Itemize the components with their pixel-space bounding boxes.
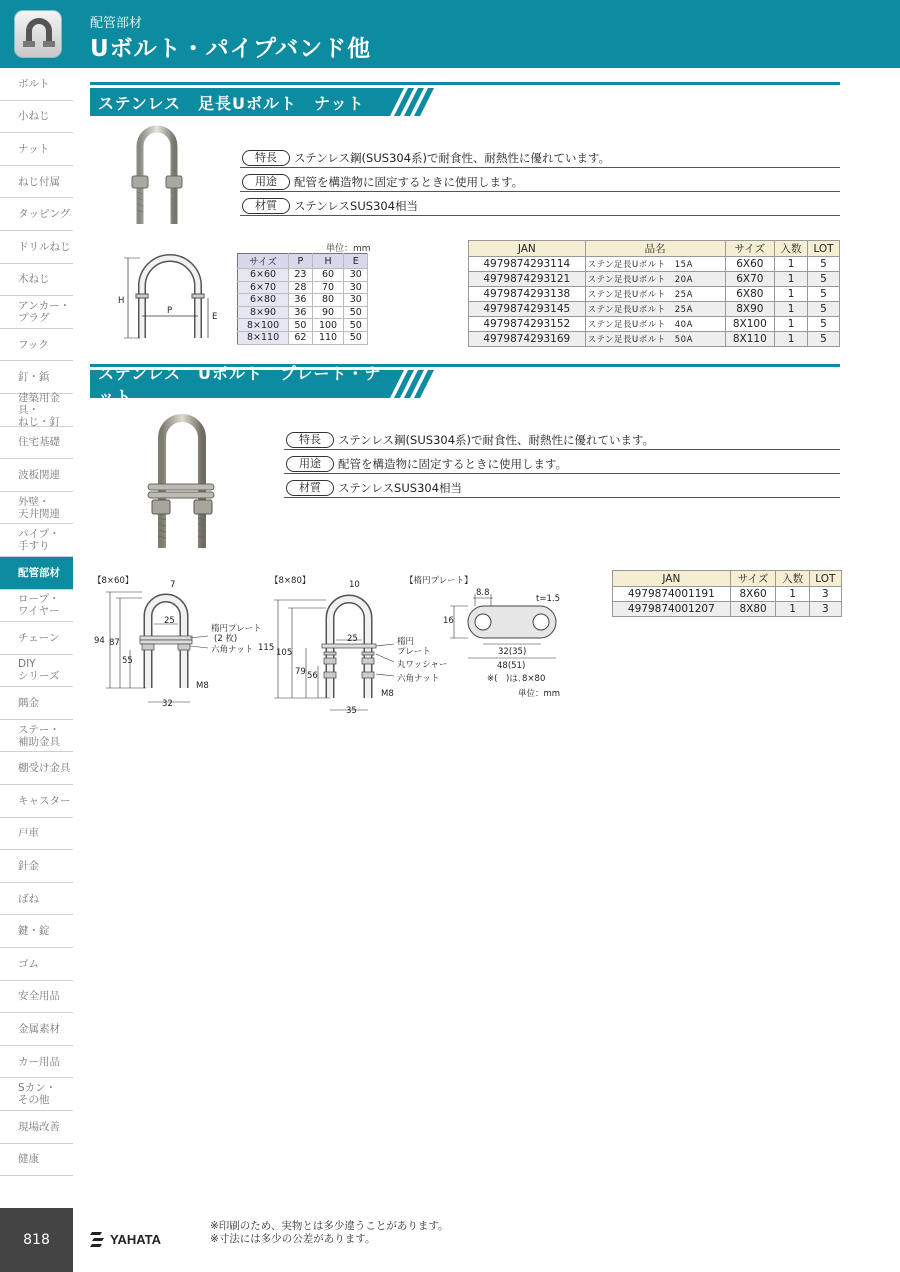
size-cell: 8×100 <box>238 319 289 332</box>
jan-cell: 4979874293121 <box>469 272 586 287</box>
product-photo-long-u-bolt <box>122 124 192 228</box>
d2-nut-label: 六角ナット <box>397 674 440 684</box>
table-row <box>238 281 368 294</box>
jan-cell: 1 <box>775 257 808 272</box>
size-cell: 30 <box>344 269 368 282</box>
feature-tag: 材質 <box>242 198 290 214</box>
size-cell: 70 <box>312 281 344 294</box>
size-cell: 28 <box>289 281 313 294</box>
sidebar-item[interactable]: 波板関連 <box>0 459 73 492</box>
sidebar-item[interactable]: 釘・鋲 <box>0 361 73 394</box>
table-row <box>469 287 840 302</box>
size-cell: 30 <box>344 294 368 307</box>
sidebar-item[interactable]: 住宅基礎 <box>0 427 73 460</box>
jan-cell: ステン足長Uボルト 20A <box>585 272 725 287</box>
size-header-cell: P <box>289 254 313 269</box>
size-cell: 50 <box>289 319 313 332</box>
page-header <box>0 0 900 68</box>
feature-tag: 材質 <box>286 480 334 496</box>
size-cell: 23 <box>289 269 313 282</box>
jan-cell: 6X70 <box>725 272 774 287</box>
table-row <box>469 257 840 272</box>
d1-plate2-label: (2 枚) <box>214 634 238 644</box>
sidebar-item[interactable]: ロープ・ ワイヤー <box>0 590 73 623</box>
jan-header-cell: 入数 <box>776 571 809 587</box>
dim-e-label: E <box>212 312 218 322</box>
feature-row <box>240 196 840 216</box>
jan-cell: 1 <box>775 317 808 332</box>
jan-cell: 4979874293152 <box>469 317 586 332</box>
diagram3-caption: 【楕円プレート】 <box>405 576 473 586</box>
d1-dim-55: 55 <box>122 656 133 666</box>
sidebar-item[interactable]: 小ねじ <box>0 101 73 134</box>
sidebar-item[interactable]: 建築用金具・ ねじ・釘 <box>0 394 73 427</box>
d3-dim-48: 48(51) <box>497 661 526 671</box>
jan-cell: 4979874293145 <box>469 302 586 317</box>
size-cell: 80 <box>312 294 344 307</box>
d3-thickness: t=1.5 <box>536 594 560 604</box>
jan-cell: 8X110 <box>725 332 774 347</box>
section1-title: ステンレス 足長Uボルト ナット <box>90 88 390 116</box>
dim-p-label: P <box>167 306 173 316</box>
dim-h-label: H <box>118 296 125 306</box>
jan-cell: 5 <box>808 332 840 347</box>
table-row <box>238 319 368 332</box>
jan-header-cell: LOT <box>808 241 840 257</box>
sidebar-item[interactable]: 棚受け金具 <box>0 752 73 785</box>
table-row <box>469 332 840 347</box>
jan-cell: ステン足長Uボルト 15A <box>585 257 725 272</box>
jan-cell: 8X60 <box>730 587 776 602</box>
jan-cell: 4979874001191 <box>613 587 731 602</box>
jan-cell: 8X90 <box>725 302 774 317</box>
size-cell: 50 <box>344 319 368 332</box>
d2-dim-115: 115 <box>258 643 275 653</box>
feature-text: ステンレスSUS304相当 <box>294 198 419 213</box>
d1-dim-87: 87 <box>109 638 120 648</box>
sidebar-nav <box>0 68 73 1176</box>
sidebar-item[interactable]: カー用品 <box>0 1046 73 1079</box>
sidebar-item[interactable]: 安全用品 <box>0 981 73 1014</box>
page-number: 818 <box>0 1208 73 1272</box>
u-bolt-dimension-diagram <box>112 248 224 348</box>
section2-title: ステンレス Uボルト プレート・ナット <box>90 370 390 398</box>
sidebar-item[interactable]: チェーン <box>0 622 73 655</box>
feature-tag: 特長 <box>286 432 334 448</box>
jan-header-cell: JAN <box>469 241 586 257</box>
jan-cell: 6X60 <box>725 257 774 272</box>
feature-tag: 用途 <box>242 174 290 190</box>
section2-header <box>90 364 840 406</box>
section1-header <box>90 82 840 116</box>
sidebar-item[interactable]: ばね <box>0 883 73 916</box>
jan-cell: 4979874001207 <box>613 602 731 617</box>
size-cell: 50 <box>344 331 368 344</box>
feature-text: ステンレス鋼(SUS304系)で耐食性、耐熱性に優れています。 <box>294 150 611 165</box>
stripes-icon <box>390 88 442 116</box>
jan-header-cell: JAN <box>613 571 731 587</box>
table-row <box>469 272 840 287</box>
jan-cell: 3 <box>809 602 841 617</box>
jan-cell: 1 <box>776 602 809 617</box>
jan-cell: 8X80 <box>730 602 776 617</box>
d2-dim-35: 35 <box>346 706 357 716</box>
d2-dim-56: 56 <box>307 671 318 681</box>
jan-cell: ステン足長Uボルト 25A <box>585 287 725 302</box>
sidebar-item[interactable]: ボルト <box>0 68 73 101</box>
jan-cell: 8X100 <box>725 317 774 332</box>
jan-cell: 5 <box>808 302 840 317</box>
d3-unit: 単位：mm <box>518 689 561 699</box>
sidebar-item[interactable]: ドリルねじ <box>0 231 73 264</box>
jan-cell: 5 <box>808 317 840 332</box>
size-cell: 62 <box>289 331 313 344</box>
sidebar-item[interactable]: 針金 <box>0 850 73 883</box>
d2-dim-79: 79 <box>295 667 306 677</box>
d2-plate2-label: プレート <box>397 647 431 657</box>
sidebar-item[interactable]: ステー・ 補助金具 <box>0 720 73 753</box>
feature-text: ステンレス鋼(SUS304系)で耐食性、耐熱性に優れています。 <box>338 432 655 447</box>
jan-cell: 1 <box>775 272 808 287</box>
jan-cell: 4979874293114 <box>469 257 586 272</box>
size-cell: 36 <box>289 294 313 307</box>
table-row <box>238 269 368 282</box>
size-cell: 60 <box>312 269 344 282</box>
table-row <box>238 331 368 344</box>
d2-washer-label: 丸ワッシャー <box>397 660 448 670</box>
d1-plate-label: 楕円プレート <box>211 624 262 634</box>
jan-cell: 1 <box>775 302 808 317</box>
feature-tag: 用途 <box>286 456 334 472</box>
size-header-cell: サイズ <box>238 254 289 269</box>
size-cell: 30 <box>344 281 368 294</box>
feature-row <box>284 478 840 498</box>
d2-dim-105: 105 <box>276 648 293 658</box>
jan-table-1 <box>468 240 840 347</box>
sidebar-item[interactable]: DIY シリーズ <box>0 655 73 688</box>
jan-cell: ステン足長Uボルト 40A <box>585 317 725 332</box>
table-row <box>613 602 842 617</box>
size-header-cell: E <box>344 254 368 269</box>
sidebar-item[interactable]: ナット <box>0 133 73 166</box>
jan-cell: 3 <box>809 587 841 602</box>
sidebar-item[interactable]: フック <box>0 329 73 362</box>
d3-note: ※( )は､8×80 <box>487 674 546 684</box>
sidebar-item[interactable]: 配管部材 <box>0 557 73 590</box>
jan-cell: 5 <box>808 272 840 287</box>
stripes-icon <box>390 370 442 398</box>
sidebar-item[interactable]: ねじ付属 <box>0 166 73 199</box>
jan-cell: 4979874293169 <box>469 332 586 347</box>
table-row <box>469 317 840 332</box>
d2-dim-10: 10 <box>349 580 360 590</box>
feature-row <box>240 148 840 168</box>
footer-note: ※寸法には多少の公差があります。 <box>210 1233 376 1245</box>
sidebar-item[interactable]: 鍵・錠 <box>0 915 73 948</box>
sidebar-item[interactable]: 戸車 <box>0 818 73 851</box>
sidebar-item[interactable]: 現場改善 <box>0 1111 73 1144</box>
feature-row <box>284 430 840 450</box>
sidebar-item[interactable]: タッピング <box>0 198 73 231</box>
jan-cell: 5 <box>808 287 840 302</box>
jan-header-cell: サイズ <box>730 571 776 587</box>
size-cell: 6×60 <box>238 269 289 282</box>
sidebar-item[interactable]: 外壁・ 天井関連 <box>0 492 73 525</box>
sidebar-item[interactable]: アンカー・ プラグ <box>0 296 73 329</box>
d1-dim-7: 7 <box>170 580 176 590</box>
header-category: 配管部材 <box>90 16 143 31</box>
d3-dim-32: 32(35) <box>498 647 527 657</box>
feature-text: ステンレスSUS304相当 <box>338 480 463 495</box>
d1-dim-94: 94 <box>94 636 105 646</box>
size-cell: 36 <box>289 306 313 319</box>
size-unit: 単位：mm <box>326 244 371 254</box>
size-header-cell: H <box>312 254 344 269</box>
sidebar-item[interactable]: Sカン・ その他 <box>0 1078 73 1111</box>
footer-note: ※印刷のため、実物とは多少違うことがあります。 <box>210 1220 449 1232</box>
sidebar-item[interactable]: パイプ・ 手すり <box>0 524 73 557</box>
size-cell: 50 <box>344 306 368 319</box>
d2-m8-label: M8 <box>381 689 394 699</box>
feature-text: 配管を構造物に固定するときに使用します。 <box>294 174 524 189</box>
diagram2-caption: 【8×80】 <box>270 576 311 586</box>
brand-logo <box>90 1230 161 1248</box>
yahata-logo-icon <box>90 1230 104 1248</box>
jan-table-2 <box>612 570 842 617</box>
feature-row <box>240 172 840 192</box>
table-row <box>469 302 840 317</box>
d2-dim-25: 25 <box>347 634 358 644</box>
table-row <box>238 306 368 319</box>
d1-dim-32: 32 <box>162 699 173 709</box>
sidebar-item[interactable]: 健康 <box>0 1144 73 1177</box>
brand-name: YAHATA <box>110 1231 162 1247</box>
jan-cell: ステン足長Uボルト 25A <box>585 302 725 317</box>
feature-tag: 特長 <box>242 150 290 166</box>
d3-dim-88: 8.8 <box>476 588 490 598</box>
jan-cell: 1 <box>776 587 809 602</box>
sidebar-item[interactable]: 隅金 <box>0 687 73 720</box>
size-cell: 6×70 <box>238 281 289 294</box>
d1-nut-label: 六角ナット <box>211 645 254 655</box>
size-cell: 8×90 <box>238 306 289 319</box>
u-bolt-icon <box>14 10 62 58</box>
jan-header-cell: サイズ <box>725 241 774 257</box>
feature-text: 配管を構造物に固定するときに使用します。 <box>338 456 568 471</box>
table-row <box>238 294 368 307</box>
jan-cell: 4979874293138 <box>469 287 586 302</box>
jan-cell: 5 <box>808 257 840 272</box>
size-cell: 8×110 <box>238 331 289 344</box>
table-row <box>613 587 842 602</box>
jan-cell: 1 <box>775 287 808 302</box>
product-photo-u-bolt-plate <box>140 408 220 554</box>
size-cell: 90 <box>312 306 344 319</box>
jan-header-cell: LOT <box>809 571 841 587</box>
footer-notes <box>210 1220 449 1246</box>
size-cell: 110 <box>312 331 344 344</box>
jan-cell: 1 <box>775 332 808 347</box>
jan-cell: 6X80 <box>725 287 774 302</box>
page-title: Uボルト・パイプバンド他 <box>90 36 372 62</box>
size-table <box>237 253 368 345</box>
sidebar-item[interactable]: キャスター <box>0 785 73 818</box>
jan-header-cell: 入数 <box>775 241 808 257</box>
diagram1-caption: 【8×60】 <box>93 576 134 586</box>
d1-m8-label: M8 <box>196 681 209 691</box>
d2-plate-label: 楕円 <box>397 637 415 647</box>
sidebar-item[interactable]: ゴム <box>0 948 73 981</box>
size-cell: 6×80 <box>238 294 289 307</box>
jan-header-cell: 品名 <box>585 241 725 257</box>
jan-cell: ステン足長Uボルト 50A <box>585 332 725 347</box>
d1-dim-25: 25 <box>164 616 175 626</box>
sidebar-item[interactable]: 木ねじ <box>0 264 73 297</box>
feature-row <box>284 454 840 474</box>
d3-dim-16: 16 <box>443 616 454 626</box>
size-cell: 100 <box>312 319 344 332</box>
sidebar-item[interactable]: 金属素材 <box>0 1013 73 1046</box>
